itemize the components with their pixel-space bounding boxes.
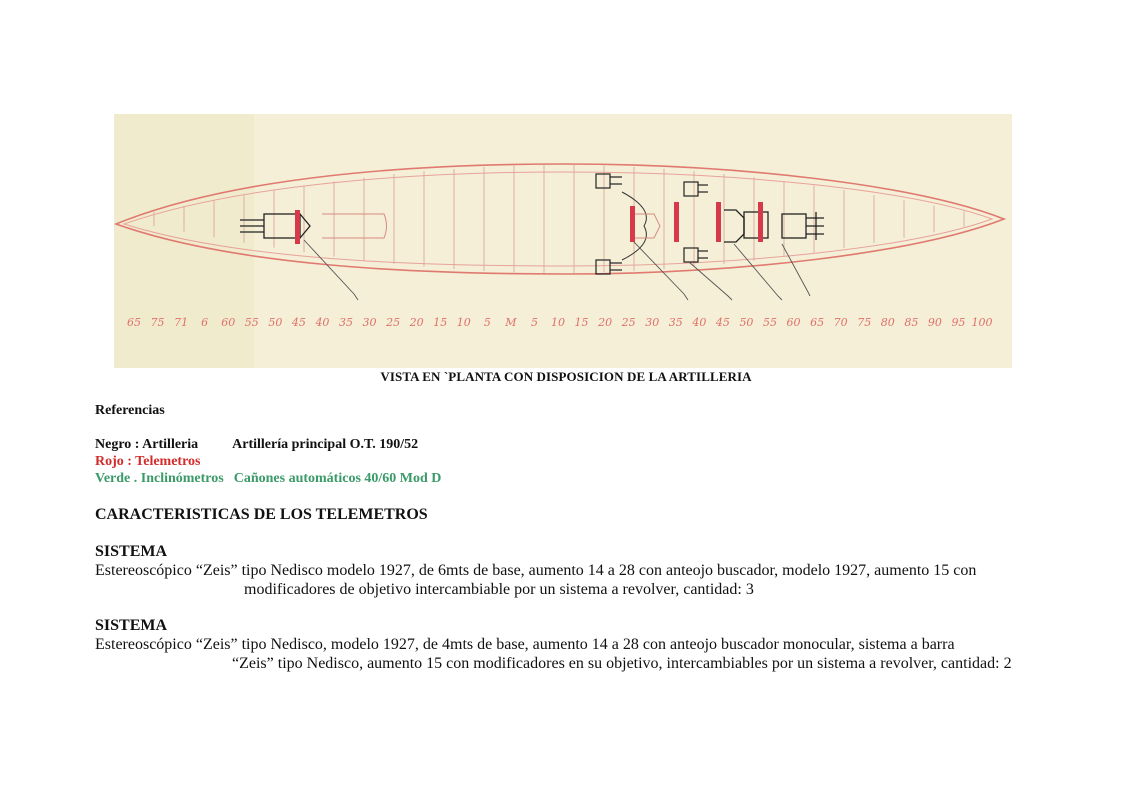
sistema-2-line-2: “Zeis” tipo Nedisco, aumento 15 con modificadores en su objetivo, intercambiables por un sistema a revolver, cantidad: 2 xyxy=(232,655,1012,672)
legend-green-desc: Cañones automáticos 40/60 Mod D xyxy=(233,471,442,486)
scale-label: 50 xyxy=(268,316,283,329)
ship-plan-figure xyxy=(114,114,1012,368)
scale-label: 20 xyxy=(409,316,424,329)
scale-label: 30 xyxy=(645,316,660,329)
scale-label: 60 xyxy=(786,316,801,329)
sistema-2 xyxy=(95,617,1012,673)
scale-label: 6 xyxy=(201,316,209,329)
scale-label: 100 xyxy=(971,316,993,329)
scale-label: 75 xyxy=(857,316,872,329)
scale-label: M xyxy=(505,316,517,329)
rangefinder-mid-2 xyxy=(674,202,679,242)
scale-label: 85 xyxy=(904,316,919,329)
scale-label: 71 xyxy=(174,316,189,329)
scale-label: 90 xyxy=(927,316,942,329)
references-section xyxy=(95,402,165,419)
sistema-1 xyxy=(95,543,976,599)
legend-black-label: Negro : Artilleria xyxy=(95,437,199,452)
rangefinder-fwd-2 xyxy=(758,202,763,242)
sistema-1-line-2: modificadores de objetivo intercambiable por un sistema a revolver, cantidad: 3 xyxy=(244,581,754,598)
references-title: Referencias xyxy=(95,403,165,418)
sistema-2-title: SISTEMA xyxy=(95,617,168,634)
scale-label: 25 xyxy=(621,316,636,329)
scale-label: 50 xyxy=(739,316,754,329)
sistema-1-line-1: Estereoscópico “Zeis” tipo Nedisco modelo 1927, de 6mts de base, aumento 14 a 28 con anteojo buscador, modelo 1927, aumento 15 con xyxy=(95,562,977,579)
scale-label: 45 xyxy=(715,316,730,329)
scale-label: 75 xyxy=(150,316,165,329)
sistema-1-title: SISTEMA xyxy=(95,543,168,560)
ship-plan-drawing xyxy=(114,114,1012,368)
scale-label: 80 xyxy=(880,316,895,329)
rangefinder-aft-mark xyxy=(295,210,300,244)
scale-label: 60 xyxy=(221,316,236,329)
scale-label: 45 xyxy=(291,316,306,329)
figure-caption: VISTA EN `PLANTA CON DISPOSICION DE LA ARTILLERIA xyxy=(380,369,752,384)
scale-label: 65 xyxy=(127,316,141,329)
scale-label: 30 xyxy=(362,316,377,329)
rangefinder-mid-1 xyxy=(630,206,635,242)
scale-label: 55 xyxy=(244,316,259,329)
scale-label: 10 xyxy=(551,316,565,329)
sistema-2-line-1: Estereoscópico “Zeis” tipo Nedisco, modelo 1927, de 4mts de base, aumento 14 a 28 con anteojo buscador monocular, sistema a barra xyxy=(95,636,955,653)
scale-label: 55 xyxy=(763,316,777,329)
legend-black xyxy=(95,436,441,453)
legend-list xyxy=(95,436,441,487)
scale-label: 70 xyxy=(833,316,848,329)
scale-label: 95 xyxy=(951,316,966,329)
rangefinder-fwd-1 xyxy=(716,202,721,242)
legend-red: Rojo : Telemetros xyxy=(95,454,201,469)
scale-label: 40 xyxy=(692,316,707,329)
scale-label: 40 xyxy=(315,316,330,329)
section-title: CARACTERISTICAS DE LOS TELEMETROS xyxy=(95,506,428,523)
scale-label: 65 xyxy=(810,316,825,329)
legend-green-label: Verde . Inclinómetros xyxy=(95,471,224,486)
scale-label: 35 xyxy=(668,316,683,329)
scale-label: 10 xyxy=(456,316,471,329)
scale-label: 5 xyxy=(483,316,491,329)
scale-label: 5 xyxy=(530,316,538,329)
legend-black-desc: Artillería principal O.T. 190/52 xyxy=(232,437,419,452)
scale-label: 25 xyxy=(386,316,401,329)
scale-label: 15 xyxy=(574,316,589,329)
scale-label: 15 xyxy=(433,316,448,329)
legend-green xyxy=(95,470,441,487)
scale-label: 20 xyxy=(598,316,613,329)
scale-label: 35 xyxy=(339,316,353,329)
